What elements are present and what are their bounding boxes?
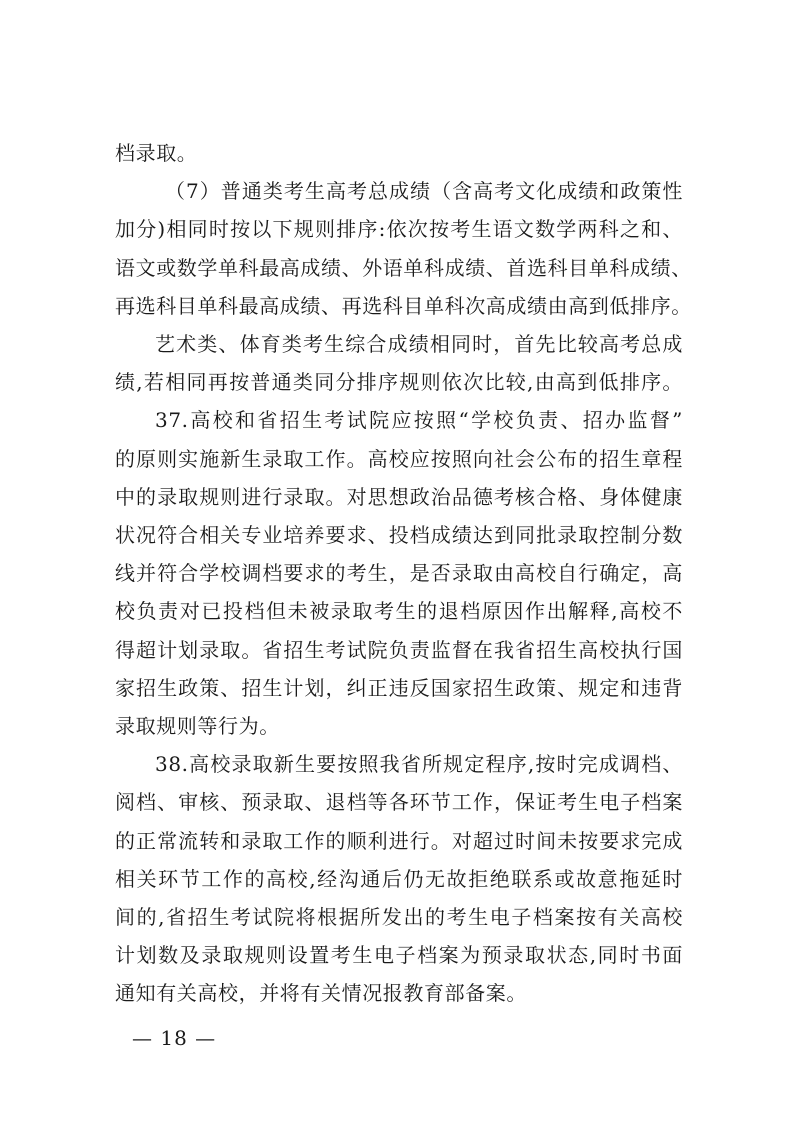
text-line: 38.高校录取新生要按照我省所规定程序,按时完成调档、 — [155, 752, 683, 777]
paragraph-art-sports — [115, 325, 683, 401]
text-line: 校负责对已投档但未被录取考生的退档原因作出解释,高校不 — [115, 599, 683, 624]
text-line: 通知有关高校，并将有关情况报教育部备案。 — [115, 981, 527, 1006]
paragraph-article-38 — [115, 745, 683, 1012]
paragraph-article-37 — [115, 401, 683, 745]
text-line: 间的,省招生考试院将根据所发出的考生电子档案按有关高校 — [115, 905, 683, 930]
text-line: 中的录取规则进行录取。对思想政治品德考核合格、身体健康 — [115, 484, 683, 509]
text-line: 计划数及录取规则设置考生电子档案为预录取状态,同时书面 — [115, 943, 683, 968]
document-body — [115, 134, 692, 1013]
text-line: 家招生政策、招生计划，纠正违反国家招生政策、规定和违背 — [115, 675, 683, 700]
text-line: 线并符合学校调档要求的考生，是否录取由高校自行确定，高 — [115, 561, 683, 586]
text-line: 得超计划录取。省招生考试院负责监督在我省招生高校执行国 — [115, 637, 683, 662]
paragraph-continuation — [115, 134, 683, 172]
text-line: 再选科目单科最高成绩、再选科目单科次高成绩由高到低排序。 — [115, 293, 692, 318]
text-line: 状况符合相关专业培养要求、投档成绩达到同批录取控制分数 — [115, 523, 683, 548]
paragraph-rule-7 — [115, 172, 692, 325]
text-line: 的正常流转和录取工作的顺利进行。对超过时间未按要求完成 — [115, 828, 683, 853]
text-line: 阅档、审核、预录取、退档等各环节工作，保证考生电子档案 — [115, 790, 683, 815]
text-line: 相关环节工作的高校,经沟通后仍无故拒绝联系或故意拖延时 — [115, 866, 683, 891]
page-number: — 18 — — [132, 1026, 217, 1050]
text-line: （7）普通类考生高考总成绩（含高考文化成绩和政策性 — [165, 179, 683, 204]
text-line: 语文或数学单科最高成绩、外语单科成绩、首选科目单科成绩、 — [115, 255, 692, 280]
text-line: 37.高校和省招生考试院应按照“学校负责、招办监督” — [155, 408, 683, 433]
text-line: 的原则实施新生录取工作。高校应按照向社会公布的招生章程 — [115, 446, 683, 471]
text-line: 艺术类、体育类考生综合成绩相同时，首先比较高考总成 — [155, 332, 683, 357]
text-line: 绩,若相同再按普通类同分排序规则依次比较,由高到低排序。 — [115, 370, 683, 395]
text-line: 录取规则等行为。 — [115, 714, 280, 739]
text-line: 加分)相同时按以下规则排序:依次按考生语文数学两科之和、 — [115, 217, 683, 242]
text-line: 档录取。 — [115, 141, 198, 165]
